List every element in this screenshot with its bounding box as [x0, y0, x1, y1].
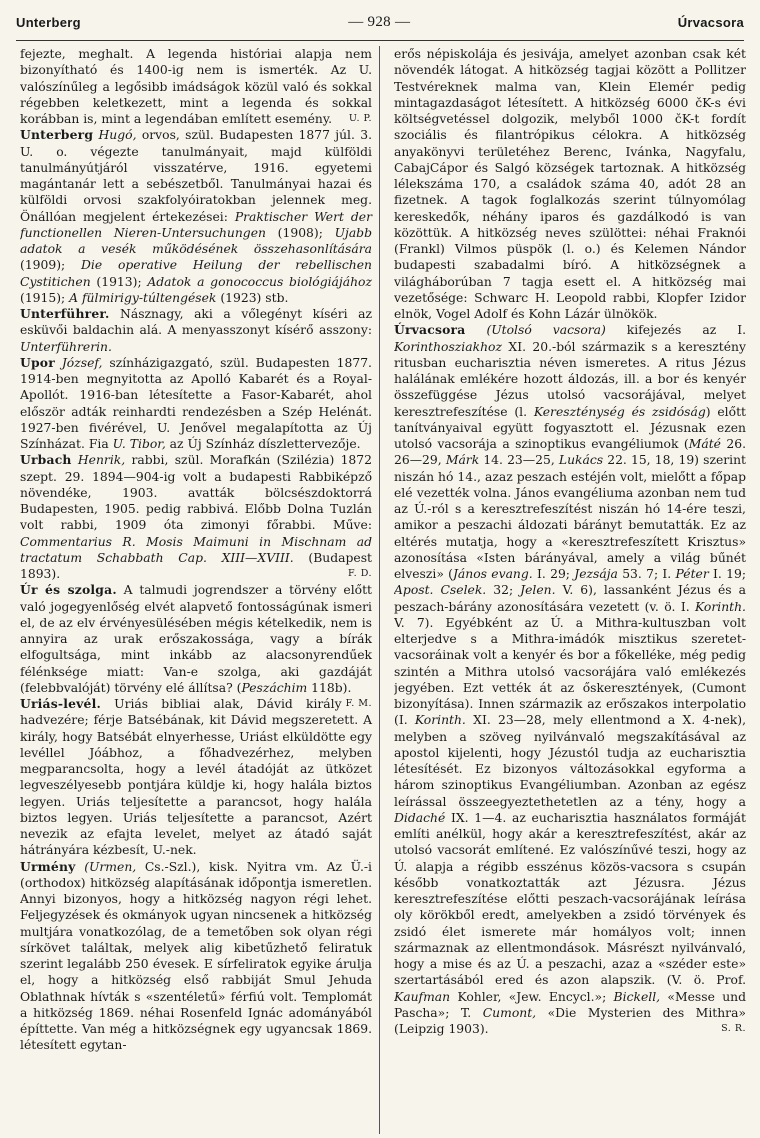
entry-text: 53. 7; I.	[617, 567, 676, 581]
cross-reference: János evang.	[452, 567, 533, 581]
cross-reference: Unterführerin.	[20, 339, 112, 354]
entry-text: kifejezés az I.	[605, 323, 746, 338]
headword: Úr és szolga.	[20, 582, 117, 598]
cross-reference: Kereszténység és zsidóság	[533, 404, 706, 419]
two-column-body	[20, 46, 746, 1134]
entry-text: A talmudi jogrendszer a törvény előtt való jogegyenlőség elvét alapvető fontosságúnak ismeri el, de az elv érvényesülésében mégis kételkedik, nem is annyira az urak erőszakossága, vagy a bírák elfogultsága, mint inkább az alacsonyrendűek félénksége miatt: Van-e szolga, aki gazdáját (felebbvalóját) törvény elé állítsa? (	[20, 583, 373, 695]
entry-text: (1915);	[20, 290, 70, 305]
author-signature: F. M.	[345, 698, 372, 709]
cross-reference: U. Tibor,	[112, 437, 166, 451]
entry-urbach	[20, 452, 372, 582]
entry-text: (1913);	[90, 274, 148, 289]
header-left-keyword: Unterberg	[16, 14, 81, 30]
given-name: Henrik,	[77, 453, 126, 468]
entry-text: orvos, szül. Budapesten 1877 júl. 3. U. o. végezte tanulmányait, majd külföldi tanulmányútjáról visszatérve, 1916. egyetemi magántanár lett a sebészetből. Tanulmányai hazai és külföldi orvosi szakfolyóiratokban jelennek meg. Önállóan megjelent értekezései:	[20, 128, 372, 224]
cross-reference: Korinth.	[695, 599, 746, 614]
entry-urmeny	[20, 859, 372, 1054]
entry-text: Cs.-Szl.), kisk. Nyitra vm. Az Ü.-i (orthodox) hitközség alapításának időpontja ismeretlen. Annyi bizonyos, hogy a hitközség nagyon régi lehet. Feljegyzések és okmányok ugyan nincsenek a hitközség multjára vonatkozólag, de a temetőben sok olyan régi sírkövet találtak, melyek alig kibetűzhető feliratuk szerint legalább 250 évesek. E sírfeliratok egyike árulja el, hogy a hitközség első rabbiját Smul Jehuda Oblathnak hívták s «szentéletű» férfiú volt. Templomát a hitközség 1869. néhai Rosenfeld Ignác adományából építtette. Van még a hitközségnek egy ugyancsak 1869. létesített egytan-	[20, 859, 372, 1053]
author-signature: S. R.	[721, 1023, 746, 1034]
cross-reference: Peszáchim	[241, 680, 308, 695]
headword: Unterberg	[20, 127, 94, 143]
page-number: — 928 —	[348, 13, 411, 30]
cross-reference: Korinth.	[414, 713, 466, 728]
cross-reference: Jezsája	[574, 567, 618, 581]
cross-reference: Márk	[445, 453, 480, 468]
work-title: Commentarius R. Mosis Maimuni in Mischnam ad tractatum Schabbath Cap. XIII—XVIII.	[20, 534, 372, 565]
work-title: Die operative Heilung der rebellischen Cystitichen	[20, 258, 372, 289]
headword: Upor	[20, 354, 55, 370]
cross-reference: Cumont,	[482, 1005, 537, 1020]
work-title: A fülmirigy-túltengések	[69, 290, 217, 305]
alt-name: (Urmen,	[84, 859, 137, 874]
continued-entry	[394, 46, 746, 322]
entry-text: V. 6), lassanként Jézus és a peszach-bárány azonosítására vezetett (v. ö. I.	[394, 583, 746, 614]
author-signature: F. D.	[348, 568, 372, 579]
entry-text: (Budapest 1893).	[20, 550, 373, 581]
entry-text: az Új Színház díszlettervezője.	[165, 437, 361, 451]
entry-text: Násznagy, aki a vőlegényt kíséri az esküvői baldachin alá. A menyasszonyt kísérő asszony:	[20, 307, 372, 338]
alt-name: (Utolsó vacsora)	[486, 323, 606, 338]
entry-text: ) előtt tanítványaival együtt fogyasztott el. Jézusnak ezen utolsó vacsorája a szinoptikus evangéliumok (	[394, 404, 746, 451]
entry-text: 26. 26—29,	[394, 437, 746, 468]
cross-reference: Apost. Cselek.	[394, 583, 487, 598]
entry-text: «Die Mysterien des Mithra» (Leipzig 1903).	[394, 1005, 746, 1036]
cross-reference: Péter	[675, 567, 709, 581]
header-rule	[16, 40, 744, 41]
entry-text: XI. 23—28, mely ellentmond a X. 4-nek), melyben a szöveg nyilvánvaló megszakításával az apostol kijelenti, hogy Jézustól tudja az eucharisztia létesítését. Ez bizonyos változásokkal egyforma a három szinoptikus Evangéliumban. Azonban az egész leírással összeegyeztethetetlen az a tény, hogy a	[394, 713, 746, 809]
entry-text: Kohler, «Jew. Encycl.»;	[450, 989, 614, 1004]
entry-text: rabbi, szül. Morafkán (Szilézia) 1872 szept. 29. 1894—904-ig volt a budapesti Rabbiképző növendéke, 1903. avatták bölcsészdoktorrá Budapesten, 1905. pedig rabbivá. Előbb Dolna Tuzlán volt rabbi, 1909 óta zimonyi főrabbi. Műve:	[20, 453, 372, 533]
entry-text: 14. 23—25,	[479, 453, 559, 468]
entry-upor	[20, 355, 372, 453]
headword: Unterführer.	[20, 306, 110, 321]
cross-reference: Kaufman	[394, 989, 451, 1004]
given-name: József,	[61, 355, 103, 370]
cross-reference: Bickell,	[613, 989, 661, 1004]
running-header	[16, 8, 744, 36]
continued-entry	[20, 46, 372, 127]
entry-urias-level	[20, 696, 372, 859]
work-title: Adatok a gonococcus biológiájához	[147, 274, 372, 289]
entry-text: «Messe und Pascha»; T.	[394, 989, 746, 1020]
header-right-keyword: Úrvacsora	[677, 14, 744, 30]
given-name: Hugó,	[98, 128, 137, 143]
entry-text: (1909);	[20, 258, 81, 273]
cross-reference: Máté	[688, 437, 721, 451]
work-title: Ujabb adatok a vesék működésének összehasonlítására	[20, 225, 372, 256]
cross-reference: Lukács	[558, 453, 604, 468]
headword: Uriás-levél.	[20, 696, 101, 711]
entry-text: 118b).	[307, 680, 352, 695]
entry-text: 22. 15, 18, 19) szerint niszán hó 14., azaz peszach estéjén volt, mielőtt a főpap elé vezették volna. János evangéliuma azonban nem tud az Ú.-ról s a keresztrefeszítést niszán hó 14-ére teszi, amikor a peszachi áldozati bárányt bemutatták. Ez az eltérés mutatja, hogy a «keresztrefeszített Krisztus» azonosítása «Isten bárányával, amely a világ bűnét elveszi» (	[394, 453, 746, 581]
continued-text: fejezte, meghalt. A legenda históriai alapja nem bizonyítható és 1400-ig nem is ismerték. Az U. valószínűleg a legősibb imádságok közül való és sokkal régebben keletkezett, mint a legenda és sokkal korábban is, mint a legendában említett esemény.	[20, 47, 372, 126]
right-column	[394, 46, 746, 1134]
entry-text: V. 7). Egyébként az Ú. a Mithra-kultuszban volt elterjedve s a Mithra-imádók misztikus szeretet-vacsoráinak volt a kenyér és bor a főkelléke, még pedig szintén a Mithra utolsó vacsorájára való emlékezés jegyében. Ezt vették át az őskeresztények, (Cumont bizonyítása). Innen származik az erőszakos interpolatio (I.	[394, 615, 746, 728]
cross-reference: Korinthosziakhoz	[394, 339, 502, 354]
continued-text: erős népiskolája és jesivája, amelyet azonban csak két növendék látogat. A hitközség tagjai között a Pollitzer Testvéreknek malma van, Klein Elemér pedig mintagazdaságot létesített. A hitközség 6000 čK-s évi költségvetéssel dolgozik, melyből 1000 čK-t fordít szociális és filantrópikus célokra. A hitközség anyakönyvi területéhez Berenc, Ivánka, Nagyfalu, CabajCápor és Salgó községek tartoznak. A hitközség lélekszáma 170, a családok száma 40, adót 28 an fizetnek. A tagok foglalkozás szerint túlnyomólag kereskedők, néhány iparos és gazdálkodó is van közöttük. A hitközség neves szülöttei: néhai Fraknói (Frankl) Vilmos püspök (l. o.) és Kelemen Nándor budapesti szabadalmi bíró. A hitközségnek a világháborúban 7 tagja esett el. A hitközség mai vezetősége: Schwarc H. Leopold rabbi, Klopfer Izidor elnök, Vogel Adolf és Kohn Lázár ülnökök.	[394, 47, 746, 321]
entry-text: Uriás bibliai alak, Dávid király hadvezére; férje Batsébának, kit Dávid megszeretett. A király, hogy Batsébát elnyerhesse, Uriást elküldötte egy levéllel Jóábhoz, a főhadvezérhez, melyben megparancsolta, hogy a levél átadóját az ütközet legveszélyesebb pontjára küldje ki, hogy halála biztos legyen. Uriás teljesítette a parancsot, hogy halála biztos legyen. Uriás teljesítette a parancsot, Azért nevezik az efajta levelet, melyet az átadó saját hátrányára kézbesít, U.-nek.	[20, 697, 372, 858]
headword: Úrvacsora	[394, 322, 466, 338]
entry-text: (1908);	[265, 225, 335, 240]
entry-text: színházigazgató, szül. Budapesten 1877. 1914-ben megnyitotta az Apolló Kabarét és a Royal-Apollót. 1916-ban létesítette a Fasor-Kabarét, ahol először adták reinhardti rendezésben a Szép Helénát. 1927-ben fivérével, U. Jenővel megalapította az Új Színházat. Fia	[20, 355, 372, 451]
entry-text: I. 29;	[532, 567, 575, 581]
left-column	[20, 46, 380, 1134]
entry-unterfuhrer	[20, 306, 372, 355]
work-title: Praktischer Wert der functionellen Nieren-Untersuchungen	[20, 209, 372, 240]
author-signature: U. P.	[348, 113, 372, 124]
cross-reference: Jelen.	[520, 583, 556, 598]
entry-text: I. 19;	[708, 567, 746, 581]
entry-unterberg	[20, 127, 372, 306]
entry-text: XI. 20.-ból származik s a keresztény ritusban eucharisztia néven ismeretes. A ritus Jézus halálának emlékére hozott áldozás, ill. a bor és kenyér összefüggése Jézus utolsó vacsorájával, melyet keresztrefeszítése (l.	[394, 339, 746, 419]
headword: Urmény	[20, 858, 76, 874]
entry-urvacsora	[394, 322, 746, 1037]
headword: Urbach	[20, 452, 72, 468]
cross-reference: Didaché	[394, 810, 446, 825]
entry-text: IX. 1—4. az eucharisztia használatos formáját említi anélkül, hogy akár a keresztrefeszítést, akár az utolsó vacsorát említené. Ez valószínűvé teszi, hogy az Ú. alapja a régibb esszénus közös-vacsora s csupán később vonatkoztatták azt Jézusra. Jézus keresztrefeszítése előtti peszach-vacsorájának leírása oly körökből eredt, amelyekben a zsidó törvények és zsidó élet ismerete már homályos volt; innen származnak az ellentmondások. Másrészt nyilvánvaló, hogy a mise és az Ú. a peszachi, azaz a «széder este» szertartásából ered és azon alapszik. (V. ö. Prof.	[394, 810, 746, 988]
entry-text: 32;	[486, 583, 521, 598]
entry-text: (1923) stb.	[216, 290, 289, 305]
